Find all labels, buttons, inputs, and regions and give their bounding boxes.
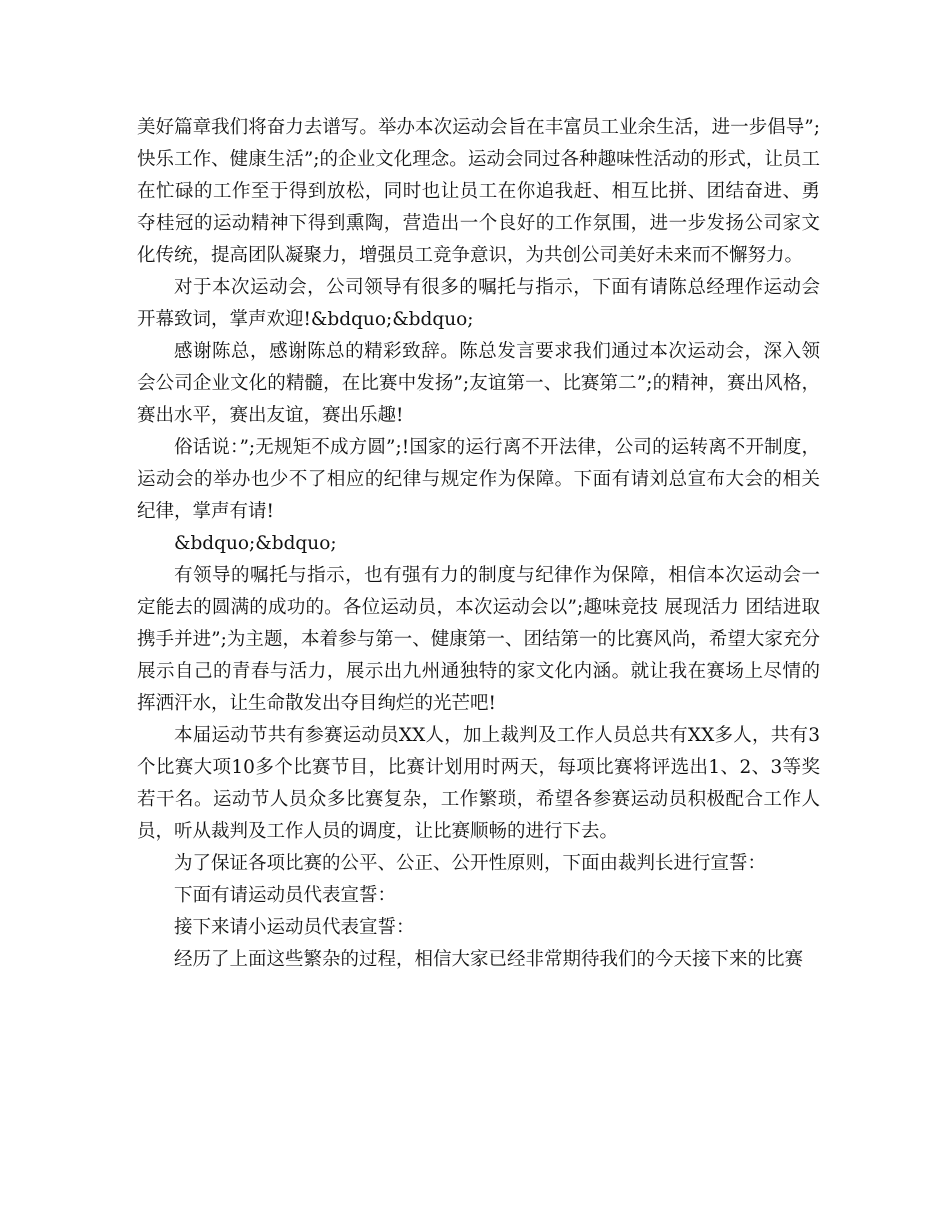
paragraph-6: 有领导的嘱托与指示，也有强有力的制度与纪律作为保障，相信本次运动会一定能去的圆满的成功的。各位运动员，本次运动会以”;趣味竞技 展现活力 团结进取 携手并进”;为主题，本着参与第一、健康第一、团结第一的比赛风尚，希望大家充分展示自己的青春与活力，展示出九州通独特的家文化内涵。就让我在赛场上尽情的挥洒汗水，让生命散发出夺目绚烂的光芒吧!	[137, 565, 820, 714]
paragraph-8: 为了保证各项比赛的公平、公正、公开性原则，下面由裁判长进行宣誓：	[174, 853, 767, 874]
paragraph-9: 下面有请运动员代表宣誓：	[174, 885, 397, 906]
paragraph-10: 接下来请小运动员代表宣誓：	[174, 917, 415, 938]
paragraph-1: 美好篇章我们将奋力去谱写。举办本次运动会旨在丰富员工业余生活，进一步倡导”;快乐工作、健康生活”;的企业文化理念。运动会同过各种趣味性活动的形式，让员工在忙碌的工作至于得到放松，同时也让员工在你追我赶、相互比拼、团结奋进、勇夺桂冠的运动精神下得到熏陶，营造出一个良好的工作氛围，进一步发扬公司家文化传统，提高团队凝聚力，增强员工竞争意识，为共创公司美好未来而不懈努力。	[137, 117, 820, 266]
paragraph-4: 俗话说：”;无规矩不成方圆”;!国家的运行离不开法律，公司的运转离不开制度，运动会的举办也少不了相应的纪律与规定作为保障。下面有请刘总宣布大会的相关纪律，掌声有请!	[137, 437, 820, 522]
paragraph-3: 感谢陈总，感谢陈总的精彩致辞。陈总发言要求我们通过本次运动会，深入领会公司企业文化的精髓，在比赛中发扬”;友谊第一、比赛第二”;的精神，赛出风格，赛出水平，赛出友谊，赛出乐趣!	[137, 341, 820, 426]
paragraph-5: &bdquo;&bdquo;	[174, 533, 337, 554]
paragraph-2: 对于本次运动会，公司领导有很多的嘱托与指示，下面有请陈总经理作运动会开幕致词，掌声欢迎!&bdquo;&bdquo;	[137, 277, 820, 330]
paragraph-11: 经历了上面这些繁杂的过程，相信大家已经非常期待我们的今天接下来的比赛	[174, 949, 804, 970]
document-body	[137, 112, 820, 976]
paragraph-7: 本届运动节共有参赛运动员XX人，加上裁判及工作人员总共有XX多人，共有3个比赛大项10多个比赛节目，比赛计划用时两天，每项比赛将评选出1、2、3等奖若干名。运动节人员众多比赛复杂，工作繁琐，希望各参赛运动员积极配合工作人员，听从裁判及工作人员的调度，让比赛顺畅的进行下去。	[137, 725, 820, 842]
